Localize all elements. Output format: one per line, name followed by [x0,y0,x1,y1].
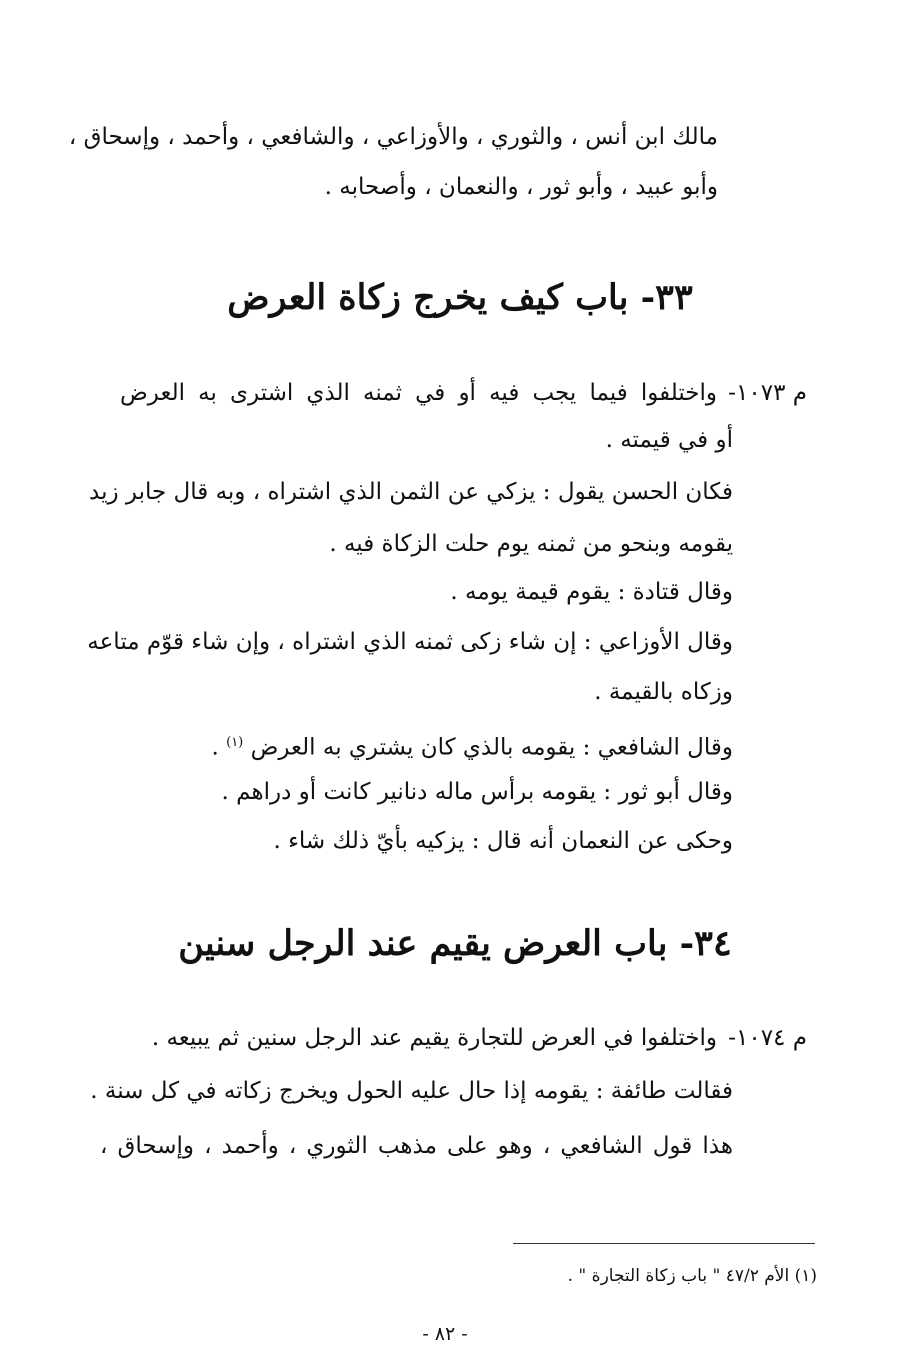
text-line: وقال قتادة : يقوم قيمة يومه . [450,579,733,605]
footnote-ref: (١) [226,735,244,750]
text-segment: . [211,734,227,761]
text-line: واختلفوا فيما يجب فيه أو في ثمنه الذي اشترى به العرض [120,380,717,406]
section-heading: ٣٣- باب كيف يخرج زكاة العرض [227,277,693,318]
footnote-separator [513,1243,815,1244]
issue-number: م ١٠٧٤- [728,1025,807,1051]
text-line: وقال الأوزاعي : إن شاء زكى ثمنه الذي اشتراه ، وإن شاء قوّم متاعه [87,629,733,655]
section-heading: ٣٤- باب العرض يقيم عند الرجل سنين [178,923,732,964]
text-line: أو في قيمته . [605,427,733,453]
text-line: يقومه وبنحو من ثمنه يوم حلت الزكاة فيه . [329,531,733,557]
page-number: - ٨٢ - [422,1323,468,1345]
text-line: مالك ابن أنس ، والثوري ، والأوزاعي ، والشافعي ، وأحمد ، وإسحاق ، [68,124,718,150]
text-segment: وقال الشافعي : يقومه بالذي كان يشتري به العرض [250,734,733,761]
text-line: وزكاه بالقيمة . [594,679,733,705]
footnote: (١) الأم ٤٧/٢ " باب زكاة التجارة " . [567,1266,817,1286]
text-line: واختلفوا في العرض للتجارة يقيم عند الرجل سنين ثم يبيعه . [151,1025,717,1051]
text-line: وأبو عبيد ، وأبو ثور ، والنعمان ، وأصحابه . [324,174,718,200]
text-line: وقال أبو ثور : يقومه برأس ماله دنانير كانت أو دراهم . [221,779,733,805]
text-line: فكان الحسن يقول : يزكي عن الثمن الذي اشتراه ، وبه قال جابر زيد [89,479,733,505]
text-line: وحكى عن النعمان أنه قال : يزكيه بأيّ ذلك شاء . [273,828,733,854]
text-line: هذا قول الشافعي ، وهو على مذهب الثوري ، وأحمد ، وإسحاق ، [100,1133,733,1159]
text-line: فقالت طائفة : يقومه إذا حال عليه الحول ويخرج زكاته في كل سنة . [90,1078,733,1104]
text-line [211,728,733,763]
issue-number: م ١٠٧٣- [728,380,807,406]
